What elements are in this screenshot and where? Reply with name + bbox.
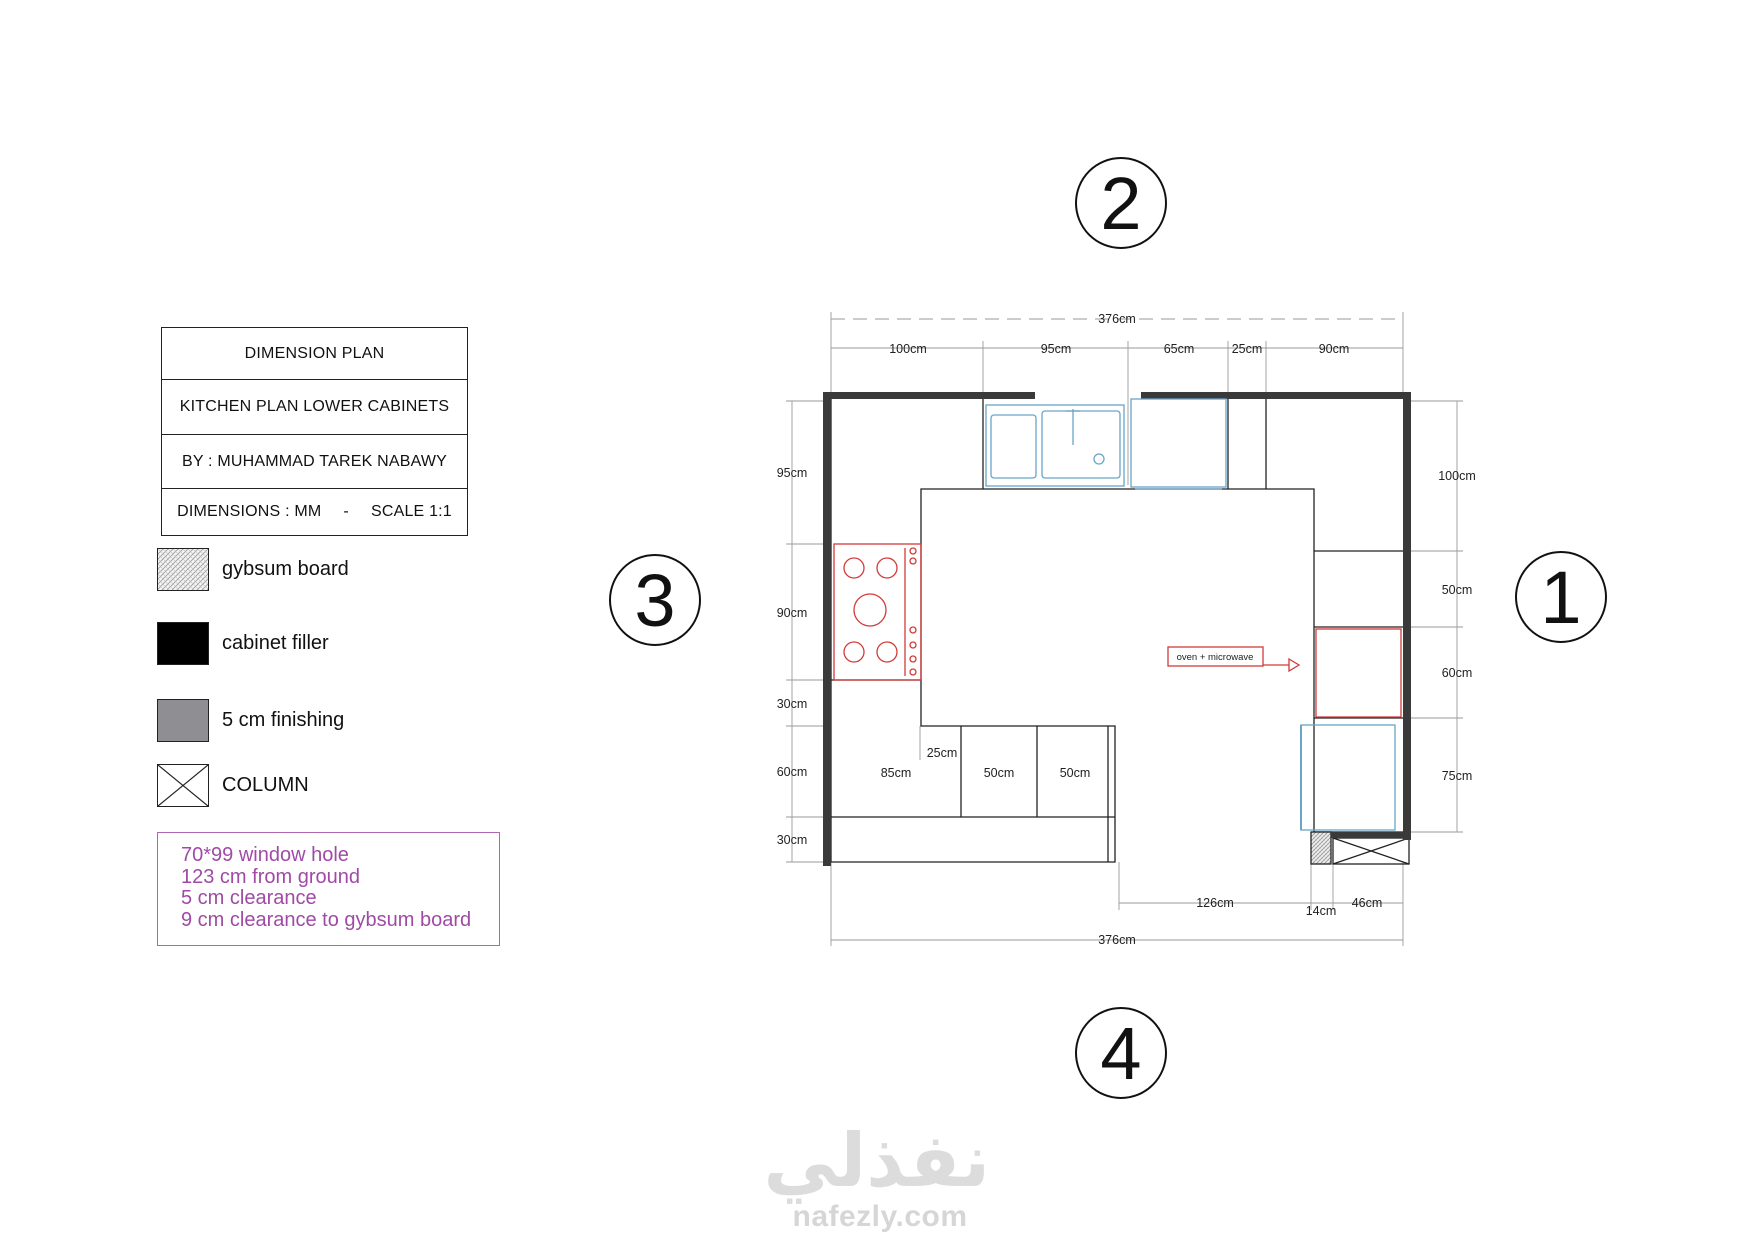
watermark-logo-latin: nafezly.com bbox=[792, 1200, 968, 1233]
cooktop-icon bbox=[834, 544, 921, 680]
dim-label: 100cm bbox=[889, 342, 927, 356]
legend-label-filler: cabinet filler bbox=[222, 632, 329, 654]
direction-marker-3: 3 bbox=[609, 554, 701, 646]
dim-label: 60cm bbox=[1441, 666, 1473, 680]
direction-marker-2: 2 bbox=[1075, 157, 1167, 249]
dim-label: 376cm bbox=[1098, 312, 1136, 326]
dim-label: 65cm bbox=[1163, 342, 1195, 356]
dim-label: 85cm bbox=[880, 766, 912, 780]
note-line: 123 cm from ground bbox=[181, 865, 360, 888]
title-row-plan-type: DIMENSION PLAN bbox=[244, 344, 385, 362]
dim-label: 50cm bbox=[1441, 583, 1473, 597]
title-row-plan-name: KITCHEN PLAN LOWER CABINETS bbox=[162, 379, 467, 434]
note-line: 5 cm clearance bbox=[181, 887, 317, 909]
units-separator: - bbox=[343, 503, 349, 520]
units-label: DIMENSIONS : MM bbox=[177, 503, 322, 520]
watermark-logo-arabic: نفذلي bbox=[763, 1118, 990, 1204]
direction-marker-4: 4 bbox=[1075, 1007, 1167, 1099]
dim-label: 90cm bbox=[1318, 342, 1350, 356]
dishwasher-icon bbox=[1131, 399, 1226, 489]
legend-label-finishing: 5 cm finishing bbox=[222, 709, 345, 731]
dim-label: 60cm bbox=[776, 765, 808, 779]
dim-label: 30cm bbox=[776, 697, 808, 711]
dim-label: 95cm bbox=[1040, 342, 1072, 356]
dim-label: 14cm bbox=[1305, 904, 1337, 918]
legend-label-column: COLUMN bbox=[222, 774, 309, 796]
scale-label: SCALE 1:1 bbox=[370, 503, 452, 520]
direction-marker-1: 1 bbox=[1515, 551, 1607, 643]
dim-label: 75cm bbox=[1441, 769, 1473, 783]
oven-microwave-label: oven + microwave bbox=[1176, 652, 1254, 663]
title-row-author: BY : MUHAMMAD TAREK NABAWY bbox=[162, 434, 467, 488]
fridge-icon bbox=[1301, 725, 1395, 830]
oven-microwave-unit bbox=[1168, 629, 1401, 717]
dim-label: 100cm bbox=[1438, 469, 1476, 483]
dim-label: 126cm bbox=[1196, 896, 1234, 910]
legend-label-gypsum: gybsum board bbox=[222, 558, 349, 580]
dim-label: 30cm bbox=[776, 833, 808, 847]
dim-label: 25cm bbox=[1231, 342, 1263, 356]
dim-label: 90cm bbox=[776, 606, 808, 620]
dim-label: 46cm bbox=[1351, 896, 1383, 910]
dim-label: 50cm bbox=[1059, 766, 1091, 780]
dim-label: 50cm bbox=[983, 766, 1015, 780]
dim-label: 95cm bbox=[776, 466, 808, 480]
note-line: 70*99 window hole bbox=[181, 844, 349, 866]
note-line: 9 cm clearance to gybsum board bbox=[181, 908, 472, 931]
sink-icon bbox=[986, 405, 1124, 486]
dim-label: 376cm bbox=[1098, 933, 1136, 947]
dim-label: 25cm bbox=[926, 746, 958, 760]
